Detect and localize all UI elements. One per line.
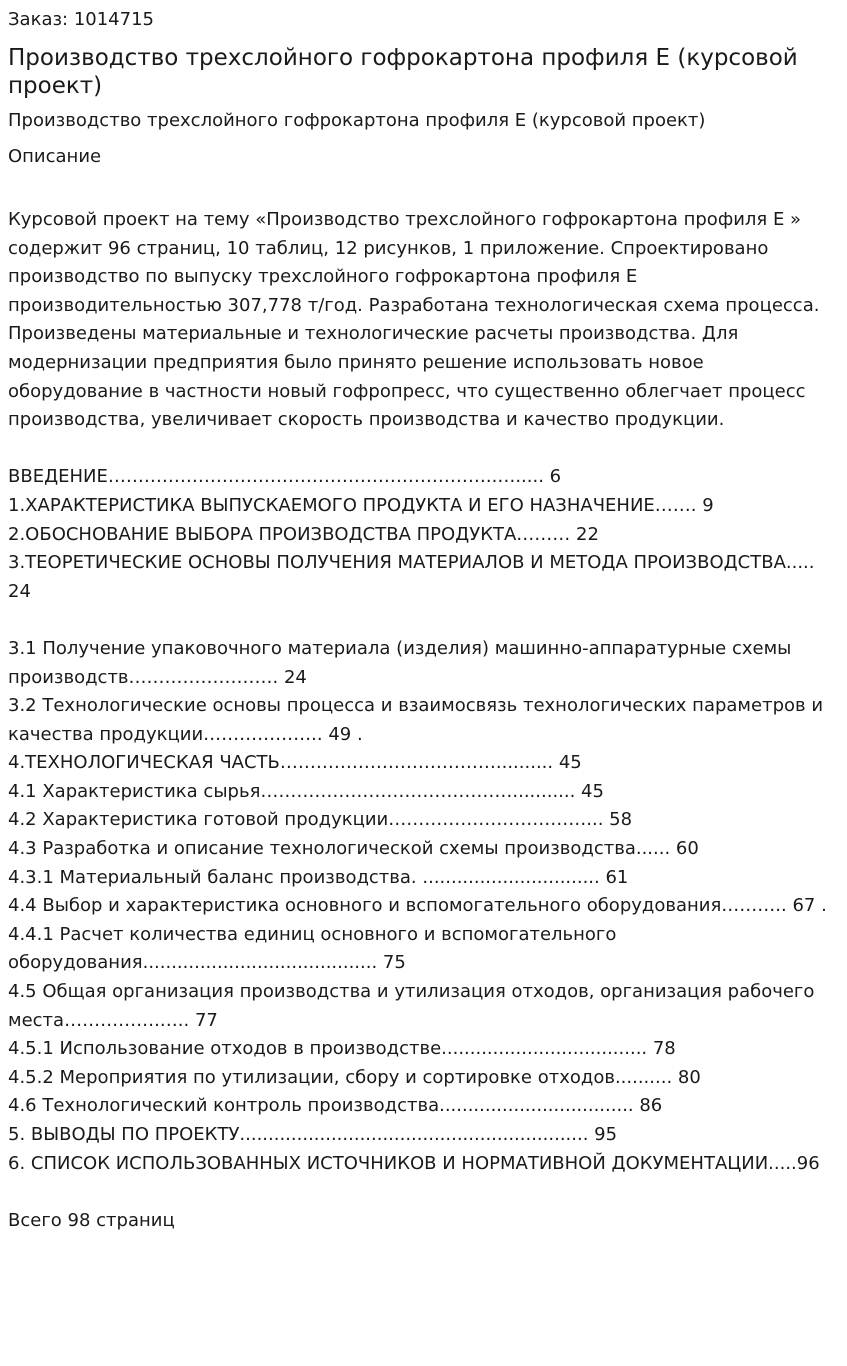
- toc-entry: 4.2 Характеристика готовой продукции……………………………... 58: [8, 809, 633, 831]
- toc-entry: 3.1 Получение упаковочного материала (изделия) машинно-аппаратурные схемы производств……………………. 24: [8, 637, 792, 688]
- toc-entry: 3.ТЕОРЕТИЧЕСКИЕ ОСНОВЫ ПОЛУЧЕНИЯ МАТЕРИАЛОВ И МЕТОДА ПРОИЗВОДСТВА..... 24: [8, 552, 815, 602]
- toc-entry: 4.5.1 Использование отходов в производстве.................................... 78: [8, 1038, 676, 1060]
- description-text: Курсовой проект на тему «Производство трехслойного гофрокартона профиля Е » содержит 96 страниц, 10 таблиц, 12 рисунков, 1 приложение. Спроектировано производство по выпуску трехслойного гофрокартона профиля Е производительностью 307,778 т/год. Разработана технологическая схема процесса. Произведены материальные и технологические расчеты производства. Для модернизации предприятия было принято решение использовать новое оборудование в частности новый гофропресс, что существенно облегчает процесс производства, увеличивает скорость производства и качество продукции.: [8, 209, 820, 431]
- toc-entry: 2.ОБОСНОВАНИЕ ВЫБОРА ПРОИЗВОДСТВА ПРОДУКТА……… 22: [8, 523, 599, 545]
- toc-entry: ВВЕДЕНИЕ………………………………………………………..…..... 6: [8, 466, 562, 488]
- toc-entry: 4.3.1 Материальный баланс производства. ............................... 61: [8, 866, 629, 888]
- toc-entry: 4.1 Характеристика сырья……………………………………........... 45: [8, 780, 604, 802]
- toc-entry: 3.2 Технологические основы процесса и взаимосвязь технологических параметров и качества продукции……………….. 49 .: [8, 695, 824, 745]
- toc-entry: 4.6 Технологический контроль производства.................................. 86: [8, 1095, 663, 1117]
- table-of-contents: [8, 463, 839, 1178]
- toc-entry: 4.ТЕХНОЛОГИЧЕСКАЯ ЧАСТЬ……………………………….......... 45: [8, 752, 582, 774]
- description-heading: Описание: [8, 146, 102, 167]
- toc-entry: 5. ВЫВОДЫ ПО ПРОЕКТУ............................................................. 95: [8, 1124, 618, 1145]
- toc-entry: 4.4.1 Расчет количества единиц основного и вспомогательного оборудования......................................... 75: [8, 923, 617, 974]
- toc-entry: 4.3 Разработка и описание технологической схемы производства...... 60: [8, 838, 699, 860]
- toc-entry: 6. СПИСОК ИСПОЛЬЗОВАННЫХ ИСТОЧНИКОВ И НОРМАТИВНОЙ ДОКУМЕНТАЦИИ.....96: [8, 1152, 820, 1174]
- page-subtitle: Производство трехслойного гофрокартона профиля Е (курсовой проект): [8, 110, 706, 131]
- page-title: Производство трехслойного гофрокартона профиля Е (курсовой проект): [8, 45, 798, 99]
- toc-entry: 4.4 Выбор и характеристика основного и вспомогательного оборудования……….. 67 .: [8, 895, 827, 917]
- toc-entry: 1.ХАРАКТЕРИСТИКА ВЫПУСКАЕМОГО ПРОДУКТА И ЕГО НАЗНАЧЕНИЕ……. 9: [8, 494, 714, 516]
- total-pages: Всего 98 страниц: [8, 1209, 175, 1231]
- toc-entry: 4.5.2 Мероприятия по утилизации, сбору и сортировке отходов.......... 80: [8, 1066, 701, 1088]
- order-number: Заказ: 1014715: [8, 9, 154, 30]
- toc-entry: 4.5 Общая организация производства и утилизация отходов, организация рабочего места…………….….. 77: [8, 981, 815, 1031]
